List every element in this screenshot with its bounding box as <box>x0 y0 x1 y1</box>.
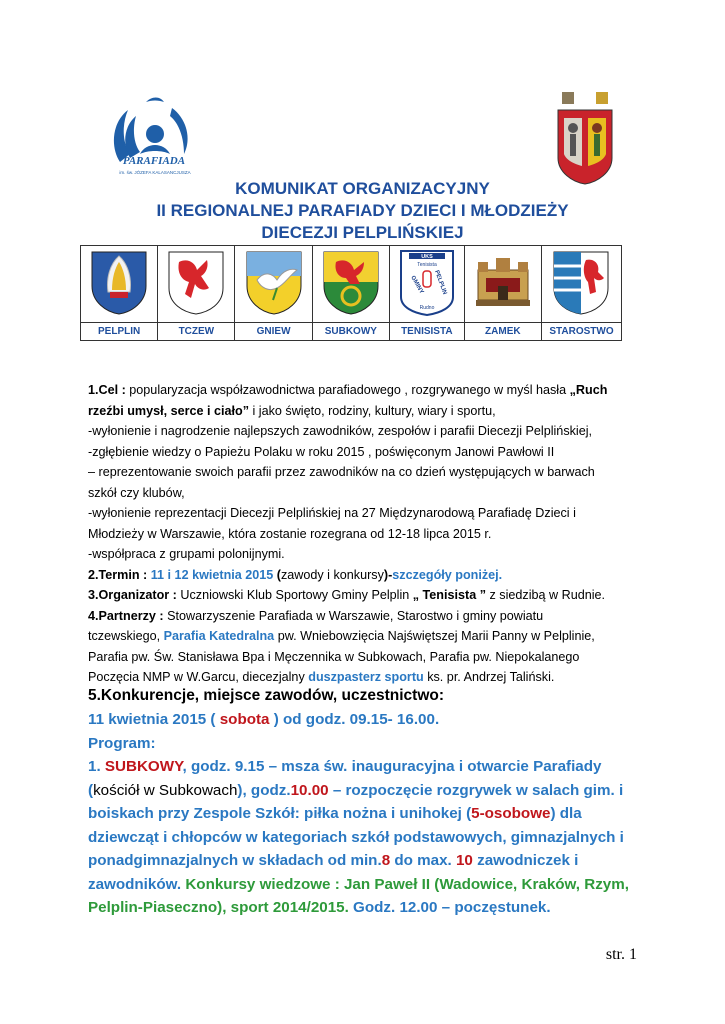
crests-table <box>80 245 622 341</box>
section-2-termin: 2.Termin : 11 i 12 kwietnia 2015 (zawody i konkursy)-szczegóły poniżej. <box>88 567 503 582</box>
pelplin-crest-icon <box>88 248 150 316</box>
section-1-line-6: szkół czy klubów, <box>88 485 185 500</box>
svg-text:Tenisista: Tenisista <box>417 261 437 268</box>
section-1-line-2: rzeźbi umysł, serce i ciało” i jako święto, rodziny, kultury, wiary i sportu, <box>88 403 496 418</box>
crest-cell-zamek <box>464 246 541 323</box>
gniew-dove-crest-icon <box>243 248 305 316</box>
section-3-organizator: 3.Organizator : Uczniowski Klub Sportowy Gminy Pelplin „ Tenisista ” z siedzibą w Rudnie. <box>88 588 606 602</box>
crest-label-tczew: TCZEW <box>158 323 235 341</box>
parafiada-logo <box>100 92 210 182</box>
program-line-4: dziewcząt i chłopców w kategoriach szkół podstawowych, gimnazjalnych i <box>88 828 624 846</box>
svg-text:Rudno: Rudno <box>419 304 435 311</box>
crest-label-subkowy: SUBKOWY <box>312 323 389 341</box>
crest-cell-starostwo <box>541 246 621 323</box>
svg-text:UKS: UKS <box>421 253 433 260</box>
section-5-date: 11 kwietnia 2015 ( sobota ) od godz. 09.15- 16.00. <box>88 711 440 728</box>
section-1-line-9: -współpraca z grupami polonijnymi. <box>88 547 285 561</box>
section-1-line-3: -wyłonienie i nagrodzenie najlepszych zawodników, zespołów i parafii Diecezji Pelplińskiej, <box>88 424 593 438</box>
body-text <box>88 380 648 688</box>
svg-text:GMINY: GMINY <box>409 274 425 295</box>
diocese-coat-of-arms-icon <box>552 88 618 186</box>
tczew-griffin-crest-icon <box>165 248 227 316</box>
zamek-castle-icon <box>472 252 534 312</box>
program-line-5: ponadgimnazjalnych w składach od min.8 do max. 10 zawodniczek i <box>88 852 579 869</box>
document-title <box>0 178 725 244</box>
program-line-2: (kościół w Subkowach), godz.10.00 – rozpoczęcie rozgrywek w salach gim. i <box>88 781 624 799</box>
svg-text:PARAFIADA: PARAFIADA <box>122 155 186 167</box>
crest-label-zamek: ZAMEK <box>464 323 541 341</box>
section-4-line-3: Parafia pw. Św. Stanisława Bpa i Męczennika w Subkowach, Parafia pw. Niepokalanego <box>88 649 580 664</box>
section-1-line-7: -wyłonienie reprezentacji Diecezji Pelplińskiej na 27 Międzynarodową Parafiadę Dzieci i <box>88 506 576 520</box>
crest-cell-tczew <box>158 246 235 323</box>
section-5-heading: 5.Konkurencje, miejsce zawodów, uczestnictwo: <box>88 687 445 704</box>
section-1-line-8: Młodzieży w Warszawie, która zostanie rozegrana od 12-18 lipca 2015 r. <box>88 526 492 541</box>
section-1-line-1: 1.Cel : popularyzacja współzawodnictwa parafiadowego , rozgrywanego w myśl hasła „Ruch <box>88 383 608 397</box>
program-line-6: zawodników. Konkursy wiedzowe : Jan Paweł II (Wadowice, Kraków, Rzym, <box>88 875 629 893</box>
svg-text:im. św. JÓZEFA KALASANCJUSZA: im. św. JÓZEFA KALASANCJUSZA <box>119 170 191 175</box>
crest-cell-gniew <box>235 246 312 323</box>
svg-text:PELPLIN: PELPLIN <box>432 269 448 295</box>
title-line-2: II REGIONALNEJ PARAFIADY DZIECI I MŁODZIEŻY <box>156 201 569 220</box>
title-line-3: DIECEZJI PELPLIŃSKIEJ <box>261 223 464 242</box>
section-1-line-4: -zgłębienie wiedzy o Papieżu Polaku w roku 2015 , poświęconym Janowi Pawłowi II <box>88 444 555 459</box>
crest-label-starostwo: STAROSTWO <box>541 323 621 341</box>
starostwo-griffin-crest-icon <box>550 248 612 316</box>
program-line-1: 1. SUBKOWY, godz. 9.15 – msza św. inauguracyjna i otwarcie Parafiady <box>88 758 602 775</box>
crest-cell-pelplin <box>81 246 158 323</box>
program-line-7: Pelplin-Piaseczno), sport 2014/2015. Godz. 12.00 – poczęstunek. <box>88 899 551 916</box>
section-5-program-label: Program: <box>88 734 156 752</box>
section-4-line-4: Poczęcia NMP w W.Garcu, diecezjalny duszpasterz sportu ks. pr. Andrzej Taliński. <box>88 670 555 684</box>
section-5 <box>88 684 668 920</box>
parafiada-logo-icon <box>100 92 210 182</box>
crest-label-gniew: GNIEW <box>235 323 312 341</box>
diocese-coat-of-arms <box>552 88 618 186</box>
program-line-3: boiskach przy Zespole Szkół: piłka nożna i unihokej (5-osobowe) dla <box>88 805 582 822</box>
title-line-1: KOMUNIKAT ORGANIZACYJNY <box>235 179 490 198</box>
subkowy-griffin-crest-icon <box>320 248 382 316</box>
section-4-line-1: 4.Partnerzy : Stowarzyszenie Parafiada w Warszawie, Starostwo i gminy powiatu <box>88 608 544 623</box>
section-4-line-2: tczewskiego, Parafia Katedralna pw. Wniebowzięcia Najświętszej Marii Panny w Pelplinie, <box>88 629 595 643</box>
uks-tenisista-badge-icon <box>397 247 457 317</box>
crest-label-tenisista: TENISISTA <box>389 323 464 341</box>
page-number: str. 1 <box>605 946 637 963</box>
crest-cell-subkowy <box>312 246 389 323</box>
crest-label-pelplin: PELPLIN <box>81 323 158 341</box>
section-1-line-5: – reprezentowanie swoich parafii przez zawodników na co dzień występujących w barwach <box>88 465 595 479</box>
crest-cell-tenisista <box>389 246 464 323</box>
